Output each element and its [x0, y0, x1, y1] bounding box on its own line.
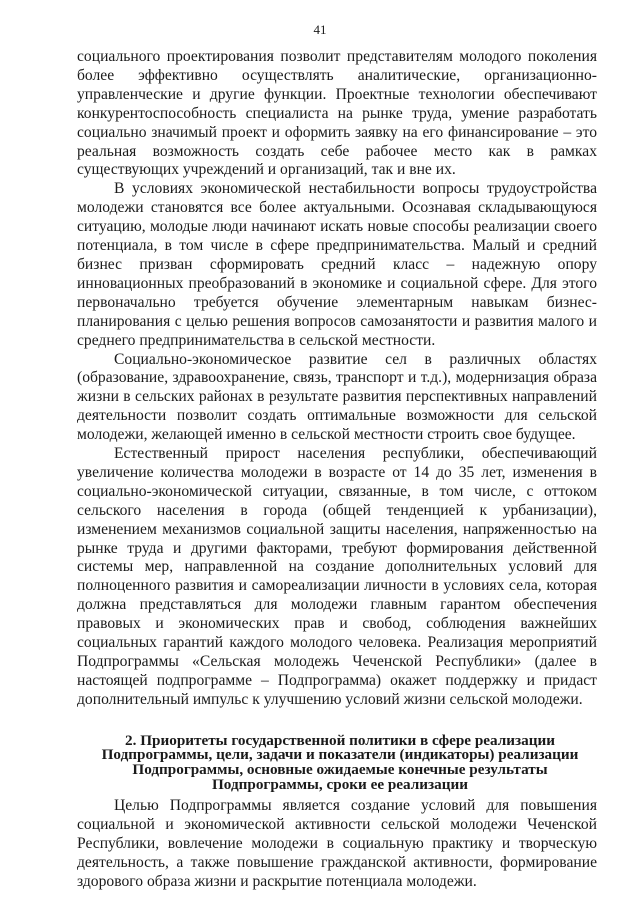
paragraph-rural-development: Социально-экономическое развитие сел в различных областях (образование, здравоохранение, связь, транспорт и т.д.), модернизация образа жизни в сельских районах в результате развития перспективных направлений деятельности позволит создать оптимальные возможности для сельской молодежи, желающей именно в сельской местности строить свое будущее.	[77, 350, 597, 444]
section-heading-line-4: Подпрограммы, сроки ее реализации	[211, 775, 468, 793]
paragraph-population-growth: Естественный прирост населения республики, обеспечивающий увеличение количества молодежи в возрасте от 14 до 35 лет, изменения в социально-экономической ситуации, связанные, в том числе, с оттоком сельского населения в города (общей тенденцией к урбанизации), изменением механизмов социальной защиты населения, напряженностью на рынке труда и другими факторами, требуют формирования действенной системы мер, направленной на создание дополнительных условий для полноценного развития и самореализации личности в условиях села, которая должна представляться для молодежи главным гарантом обеспечения правовых и экономических прав и свобод, соблюдения важнейших социальных гарантий каждого молодого человека. Реализация мероприятий Подпрограммы «Сельская молодежь Чеченской Республики» (далее в настоящей подпрограмме – Подпрограмма) окажет поддержку и придаст дополнительный импульс к улучшению условий жизни сельской молодежи.	[77, 445, 597, 708]
paragraph-subprogram-goal: Целью Подпрограммы является создание условий для повышения социальной и экономической активности сельской молодежи Чеченской Республики, вовлечение молодежи в социальную практику и творческую деятельность, а также повышение гражданской активности, формирование здорового образа жизни и раскрытие потенциала молодежи.	[77, 797, 597, 890]
paragraph-project-technologies: социального проектирования позволит представителям молодого поколения более эффективно осуществлять аналитические, организационно-управленческие и другие функции. Проектные технологии обеспечивают конкурентоспособность специалиста на рынке труда, умение разработать социально значимый проект и оформить заявку на его финансирование – это реальная возможность создать себе рабочее место как в рамках существующих учреждений и организаций, так и вне их.	[77, 48, 597, 179]
section-heading	[77, 731, 597, 793]
page-number: 41	[313, 22, 327, 37]
section-heading-line-2: Подпрограммы, цели, задачи и показатели (индикаторы) реализации	[101, 746, 579, 764]
paragraph-employment: В условиях экономической нестабильности вопросы трудоустройства молодежи становятся все более актуальными. Осознавая складывающуюся ситуацию, молодые люди начинают искать новые способы реализации своего потенциала, в том числе в сфере предпринимательства. Малый и средний бизнес призван сформировать средний класс – надежную опору инновационных преобразований в экономике и социальной сфере. Для этого первоначально требуется обучение элементарным навыкам бизнес-планирования с целью решения вопросов самозанятости и развития малого и среднего предпринимательства в сельской местности.	[77, 180, 597, 349]
section-heading-line-3: Подпрограммы, основные ожидаемые конечные результаты	[132, 760, 548, 778]
section-heading-line-1: 2. Приоритеты государственной политики в сфере реализации	[125, 731, 555, 749]
document-body	[77, 48, 597, 892]
